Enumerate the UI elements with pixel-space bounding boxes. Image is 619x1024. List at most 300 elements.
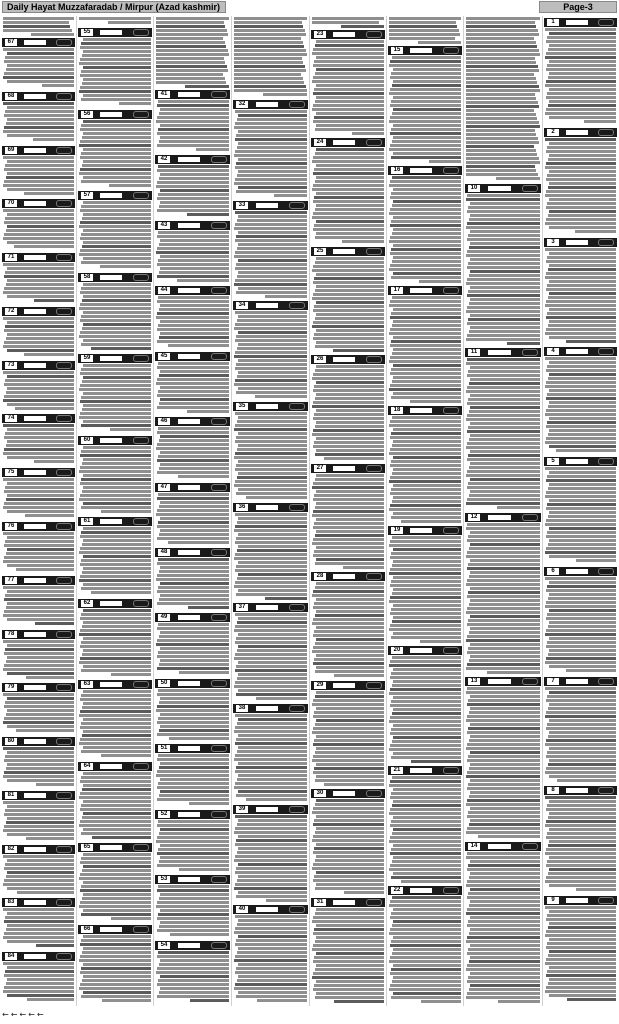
text-line — [158, 128, 229, 131]
text-line — [238, 186, 307, 189]
lead-text — [466, 17, 540, 181]
text-line — [316, 84, 384, 87]
notice-header — [155, 352, 230, 361]
text-line — [393, 560, 461, 563]
text-line — [390, 824, 461, 827]
text-line — [548, 405, 616, 408]
text-line — [168, 344, 229, 347]
notice-text — [3, 962, 74, 1001]
text-line — [466, 527, 540, 530]
text-line — [313, 293, 384, 296]
text-line — [158, 259, 229, 262]
text-line — [392, 140, 461, 143]
text-line — [235, 983, 307, 986]
text-line — [7, 482, 74, 485]
notice-header-panel — [488, 515, 511, 520]
text-line — [315, 100, 384, 103]
text-line — [546, 437, 616, 440]
text-line — [234, 428, 307, 431]
text-line — [159, 402, 229, 405]
text-line — [234, 484, 307, 487]
text-line — [334, 674, 384, 677]
text-line — [545, 687, 616, 690]
notice-text — [389, 656, 461, 763]
notice — [1, 791, 76, 845]
text-line — [157, 667, 229, 670]
text-line — [234, 629, 307, 632]
text-line — [36, 783, 74, 786]
notice — [77, 191, 153, 273]
seal-icon — [443, 47, 459, 54]
text-line — [80, 303, 151, 306]
text-line — [393, 632, 461, 635]
text-line — [390, 972, 461, 975]
notice-text — [79, 364, 151, 431]
text-line — [545, 715, 616, 718]
text-line — [390, 236, 461, 239]
text-line — [83, 909, 151, 912]
text-line — [235, 150, 307, 153]
text-line — [392, 620, 461, 623]
notice — [310, 789, 386, 897]
notice-number: 34 — [236, 302, 248, 309]
text-line — [312, 108, 384, 111]
text-line — [100, 265, 151, 268]
text-line — [83, 975, 151, 978]
text-line — [159, 897, 229, 900]
text-line — [470, 723, 540, 726]
text-line — [83, 446, 151, 449]
text-line — [545, 194, 616, 197]
text-line — [160, 566, 229, 569]
notice — [77, 110, 153, 192]
text-line — [312, 433, 384, 436]
text-line — [315, 317, 384, 320]
notice-header-panel — [256, 102, 279, 107]
text-line — [234, 730, 307, 733]
notice-header — [465, 513, 541, 522]
seal-icon — [522, 185, 538, 192]
text-line — [316, 691, 384, 694]
text-line — [160, 398, 229, 401]
text-line — [7, 548, 74, 551]
text-line — [83, 94, 151, 97]
text-line — [6, 122, 74, 125]
text-line — [79, 633, 151, 636]
text-line — [392, 860, 461, 863]
text-line — [549, 665, 616, 668]
text-line — [549, 691, 616, 694]
seal-icon — [56, 200, 72, 207]
text-line — [468, 727, 540, 730]
notice-text — [156, 623, 229, 674]
text-line — [81, 885, 151, 888]
text-line — [156, 57, 224, 60]
notice — [1, 737, 76, 791]
seal-icon — [211, 745, 227, 752]
text-line — [549, 361, 616, 364]
text-line — [393, 496, 461, 499]
text-line — [157, 497, 229, 500]
text-line — [316, 365, 384, 368]
text-line — [236, 537, 307, 540]
seal-icon — [56, 738, 72, 745]
notice-text — [234, 613, 307, 700]
text-line — [391, 396, 461, 399]
text-line — [468, 262, 540, 265]
text-line — [235, 424, 307, 427]
text-line — [34, 460, 74, 463]
text-line — [81, 450, 151, 453]
text-line — [157, 328, 229, 331]
text-line — [545, 824, 616, 827]
notice-number: 51 — [158, 745, 170, 752]
text-line — [469, 904, 540, 907]
text-line — [158, 689, 229, 692]
text-line — [160, 659, 229, 662]
text-line — [237, 577, 307, 580]
seal-icon — [56, 254, 72, 261]
text-line — [548, 487, 616, 490]
notice-header-panel — [24, 578, 46, 583]
seal-icon — [56, 308, 72, 315]
text-line — [235, 681, 307, 684]
text-line — [235, 440, 307, 443]
notice-header — [388, 286, 462, 295]
notice-header-panel — [333, 791, 355, 796]
text-line — [315, 779, 384, 782]
text-line — [6, 229, 74, 232]
text-line — [469, 823, 540, 826]
text-line — [27, 998, 74, 1001]
text-line — [313, 526, 384, 529]
text-line — [159, 205, 229, 208]
text-line — [237, 923, 307, 926]
text-line — [158, 521, 229, 524]
text-line — [393, 376, 461, 379]
text-line — [391, 672, 461, 675]
text-line — [390, 492, 461, 495]
text-line — [238, 875, 307, 878]
text-line — [313, 64, 384, 67]
notice-header-panel — [100, 519, 122, 524]
text-line — [467, 238, 540, 241]
text-line — [546, 864, 616, 867]
text-line — [392, 684, 461, 687]
text-line — [548, 625, 616, 628]
text-line — [334, 1000, 384, 1003]
text-line — [316, 654, 384, 657]
text-line — [393, 908, 461, 911]
text-line — [469, 274, 540, 277]
text-line — [92, 836, 151, 839]
text-line — [467, 651, 540, 654]
text-line — [157, 627, 229, 630]
text-line — [314, 847, 384, 850]
text-line — [82, 54, 151, 57]
text-line — [316, 329, 384, 332]
text-line — [7, 817, 74, 820]
text-line — [316, 936, 384, 939]
text-line — [470, 298, 540, 301]
text-line — [238, 774, 307, 777]
text-line — [238, 158, 307, 161]
text-line — [549, 170, 616, 173]
text-line — [79, 742, 151, 745]
notice — [154, 221, 231, 286]
text-line — [469, 659, 540, 662]
text-line — [158, 231, 229, 234]
text-line — [234, 45, 304, 48]
text-line — [156, 77, 225, 80]
text-line — [549, 60, 616, 63]
text-line — [315, 397, 384, 400]
text-line — [156, 53, 229, 56]
text-line — [80, 140, 151, 143]
text-line — [316, 747, 384, 750]
text-line — [545, 577, 616, 580]
text-line — [314, 928, 384, 931]
text-line — [546, 218, 616, 221]
text-line — [80, 237, 151, 240]
notice-number: 22 — [391, 887, 403, 894]
text-line — [6, 606, 74, 609]
text-line — [159, 701, 229, 704]
text-line — [467, 964, 540, 967]
seal-icon — [133, 681, 149, 688]
text-line — [391, 552, 461, 555]
text-line — [314, 224, 384, 227]
text-line — [392, 896, 461, 899]
text-line — [159, 832, 229, 835]
text-line — [313, 988, 384, 991]
text-line — [314, 88, 384, 91]
text-line — [549, 373, 616, 376]
text-line — [549, 840, 616, 843]
text-line — [545, 990, 616, 993]
text-line — [392, 296, 461, 299]
text-line — [234, 758, 307, 761]
text-line — [101, 510, 151, 513]
notice-header — [544, 567, 617, 576]
text-line — [467, 743, 540, 746]
text-line — [159, 570, 229, 573]
text-line — [80, 412, 151, 415]
text-line — [234, 29, 305, 32]
text-line — [549, 292, 616, 295]
text-line — [469, 466, 540, 469]
text-line — [81, 804, 151, 807]
text-line — [546, 150, 616, 153]
text-line — [466, 226, 540, 229]
notice — [232, 905, 309, 1006]
text-line — [549, 922, 616, 925]
notice-text — [79, 446, 151, 513]
text-line — [190, 999, 229, 1002]
text-line — [498, 1000, 540, 1003]
text-line — [80, 384, 151, 387]
text-line — [316, 638, 384, 641]
text-line — [3, 102, 74, 105]
seal-icon — [133, 926, 149, 933]
notice-header-panel — [24, 255, 46, 260]
text-line — [3, 291, 74, 294]
text-line — [156, 25, 225, 28]
notice-text — [234, 412, 307, 499]
notice-text — [389, 896, 461, 1003]
text-line — [82, 951, 151, 954]
text-line — [392, 656, 461, 659]
text-line — [391, 848, 461, 851]
text-line — [312, 867, 384, 870]
text-line — [79, 551, 151, 554]
text-line — [80, 400, 151, 403]
text-line — [316, 96, 384, 99]
text-line — [470, 378, 540, 381]
text-line — [157, 197, 229, 200]
text-line — [316, 285, 384, 288]
text-line — [3, 883, 74, 886]
text-line — [235, 525, 307, 528]
text-line — [469, 631, 540, 634]
text-line — [157, 144, 229, 147]
text-line — [159, 533, 229, 536]
text-line — [312, 650, 384, 653]
text-line — [238, 645, 307, 648]
text-line — [389, 268, 461, 271]
text-line — [80, 657, 151, 660]
seal-icon — [366, 790, 382, 797]
text-line — [312, 486, 384, 489]
text-line — [236, 134, 307, 137]
text-line — [313, 228, 384, 231]
text-line — [468, 920, 540, 923]
text-line — [238, 847, 307, 850]
notice-text — [545, 28, 616, 123]
text-line — [159, 243, 229, 246]
text-line — [393, 320, 461, 323]
text-line — [235, 955, 307, 958]
notice-header — [233, 503, 308, 512]
notice-header-panel — [333, 683, 355, 688]
text-line — [549, 72, 616, 75]
text-line — [6, 68, 74, 71]
text-line — [83, 474, 151, 477]
notice-header — [155, 548, 230, 557]
text-line — [313, 389, 384, 392]
notice-header — [155, 483, 230, 492]
text-line — [236, 967, 307, 970]
notice-number: 8 — [547, 787, 559, 794]
text-line — [235, 770, 307, 773]
text-line — [80, 710, 151, 713]
text-line — [3, 829, 74, 832]
text-line — [81, 939, 151, 942]
text-line — [81, 613, 151, 616]
text-line — [313, 76, 384, 79]
text-line — [557, 779, 616, 782]
text-line — [238, 460, 307, 463]
text-line — [236, 235, 307, 238]
text-line — [467, 852, 540, 855]
notice-header — [388, 166, 462, 175]
text-line — [313, 120, 384, 123]
text-line — [393, 152, 461, 155]
notice-number: 83 — [5, 899, 17, 906]
text-line — [429, 160, 461, 163]
text-line — [312, 17, 384, 20]
text-line — [238, 416, 307, 419]
text-line — [392, 952, 461, 955]
text-line — [470, 655, 540, 658]
text-line — [315, 887, 384, 890]
text-line — [548, 872, 616, 875]
text-line — [392, 804, 461, 807]
notice — [1, 576, 76, 630]
notice-number: 46 — [158, 418, 170, 425]
notice-header-panel — [178, 746, 201, 751]
text-line — [549, 445, 616, 448]
text-line — [7, 440, 74, 443]
text-line — [156, 382, 229, 385]
text-line — [390, 132, 461, 135]
text-line — [549, 429, 616, 432]
notice-columns — [1, 16, 618, 1006]
text-line — [392, 776, 461, 779]
text-line — [83, 637, 151, 640]
notice-number: 58 — [81, 274, 93, 281]
text-line — [546, 755, 616, 758]
notice-text — [312, 40, 384, 135]
text-line — [5, 916, 74, 919]
text-line — [391, 728, 461, 731]
text-line — [549, 511, 616, 514]
text-line — [82, 706, 151, 709]
text-line — [82, 543, 151, 546]
text-line — [80, 221, 151, 224]
text-line — [393, 364, 461, 367]
text-line — [237, 549, 307, 552]
notice-header — [465, 184, 541, 193]
notice — [77, 517, 153, 599]
text-line — [545, 304, 616, 307]
notice-header — [311, 789, 385, 798]
text-line — [7, 494, 74, 497]
text-line — [6, 982, 74, 985]
notice-header — [544, 18, 617, 27]
notice-header — [78, 680, 152, 689]
seal-icon — [211, 353, 227, 360]
text-line — [390, 716, 461, 719]
text-line — [466, 831, 540, 834]
notice-text — [312, 365, 384, 460]
text-line — [83, 66, 151, 69]
text-line — [546, 808, 616, 811]
masthead — [0, 1, 619, 14]
text-line — [81, 368, 151, 371]
text-line — [545, 332, 616, 335]
text-line — [235, 138, 307, 141]
text-line — [236, 995, 307, 998]
notice-text — [234, 915, 307, 1002]
text-line — [467, 374, 540, 377]
text-line — [470, 258, 540, 261]
notice-header — [2, 737, 75, 746]
text-line — [316, 490, 384, 493]
text-line — [313, 309, 384, 312]
text-line — [313, 156, 384, 159]
text-line — [467, 687, 540, 690]
